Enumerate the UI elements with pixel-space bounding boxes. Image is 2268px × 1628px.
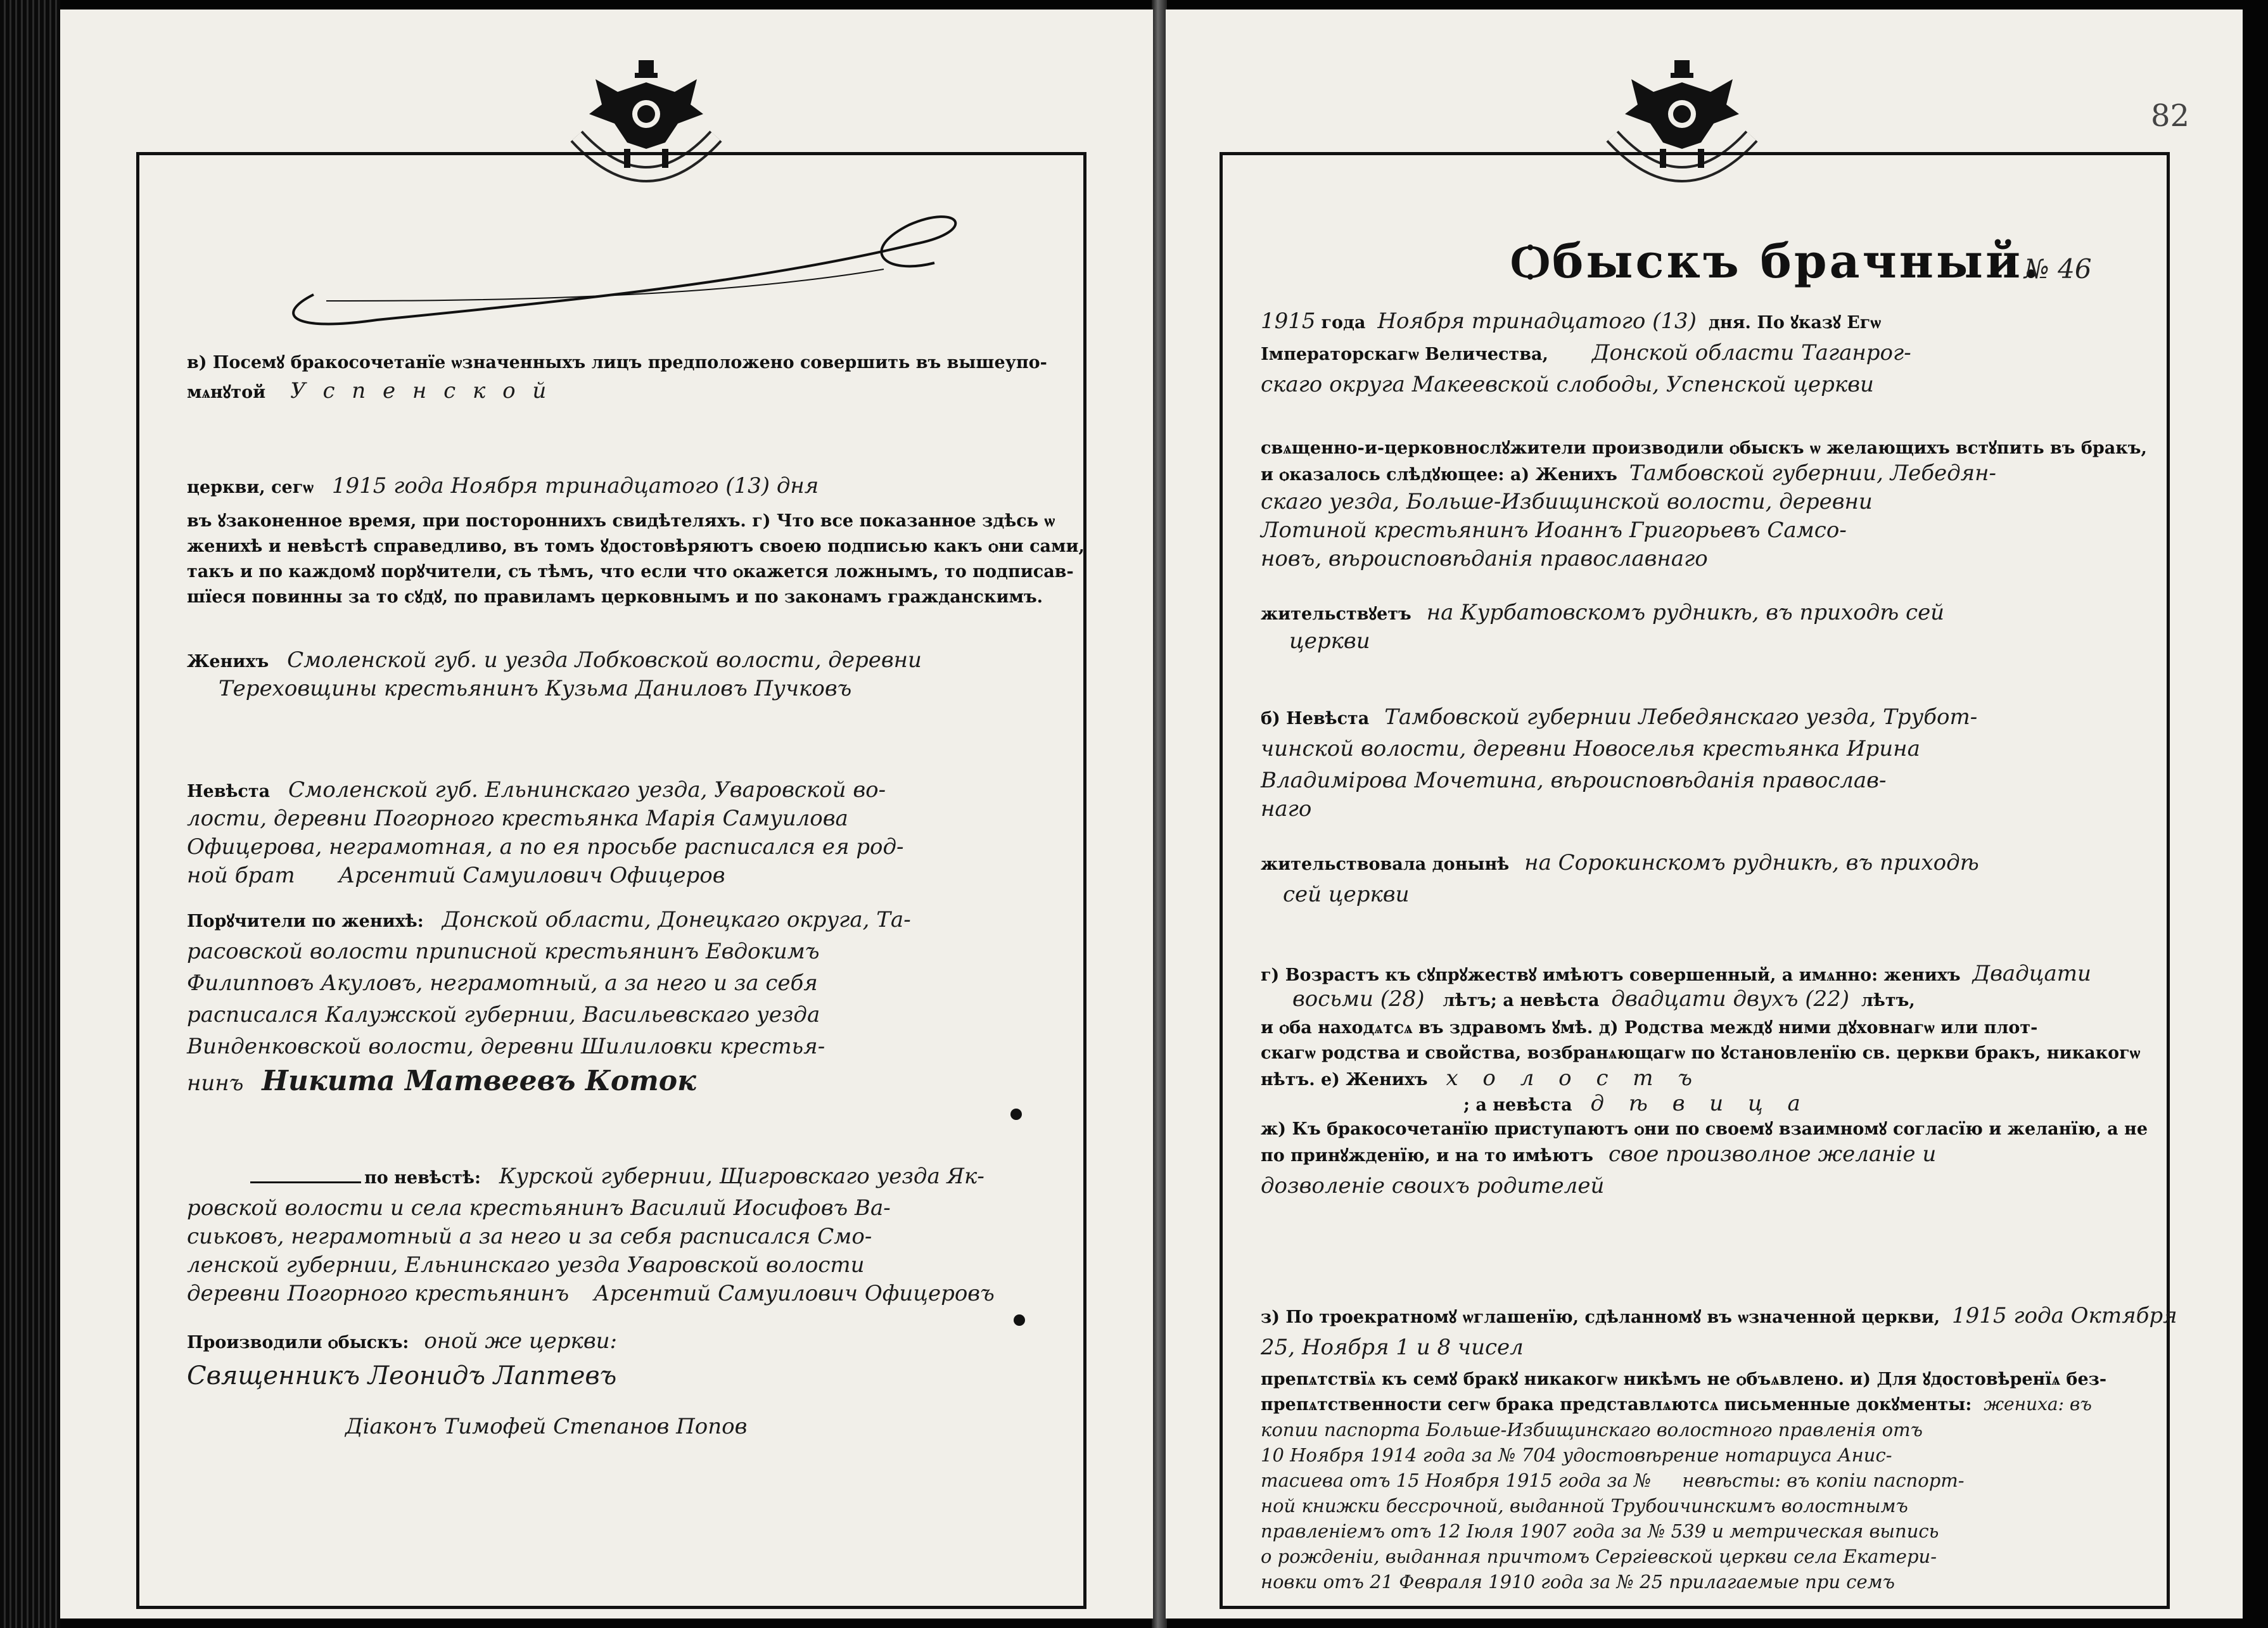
bride-guarantor-signature: Арсентий Самуилович Офицеровъ: [594, 1281, 995, 1306]
kinship-line: скагѡ родства и свойства, возбранѧющагѡ по ꙋстановленїю св. церкви бракъ, никакогѡ: [1261, 1043, 2141, 1063]
date-written: Ноября тринадцатого (13): [1377, 308, 1697, 334]
bride-text-3: Офицерова, неграмотная, а по ея просьбе расписался ея род-: [187, 834, 904, 860]
bride-residence-label: жительствовала донынѣ: [1261, 855, 1510, 874]
banns-dates: 1915 года Октября: [1952, 1303, 2177, 1328]
groom-guarantors-text-1: Донской области, Донецкаго округа, Та-: [442, 907, 911, 932]
bride-text-2: чинской волости, деревни Новоселья крестьянка Ирина: [1261, 736, 1920, 761]
groom-guarantors-label: Порꙋчители по женихѣ:: [187, 912, 424, 931]
region-text: Донской области Таганрог-: [1591, 340, 1911, 366]
bride-status: д ѣ в и ц а: [1590, 1091, 1809, 1116]
oath-line-1: въ ꙋзаконенное время, при постороннихъ свидѣтеляхъ. г) Что все показанное здѣсь ѡ: [187, 511, 1055, 531]
church-label: церкви, сегѡ: [187, 478, 314, 497]
documents-line: препѧтственности сегѡ брака представлѧютсѧ письменные докꙋменты:: [1261, 1395, 1972, 1415]
groom-status: х о л о с т ъ: [1446, 1065, 1702, 1091]
bride-guarantors-text-1: Курской губернии, Щигровскаго уезда Як-: [499, 1164, 984, 1189]
years-label: лѣтъ,: [1861, 991, 1915, 1010]
bride-guarantors-text-3: сиьковъ, неграмотный а за него и за себя расписался Смо-: [187, 1224, 872, 1249]
marital-label: нѣтъ. е) Женихъ: [1261, 1070, 1428, 1090]
church-name: У с п е н с к о й: [290, 378, 552, 404]
right-page-frame: [1220, 152, 2170, 1609]
oath-line-4: шїеся повинны за то сꙋдꙋ, по правиламъ церковнымъ и по законамъ гражданскимъ.: [187, 587, 1043, 607]
priest-signature: Священникъ Леонидъ Лаптевъ: [187, 1361, 617, 1390]
banns-dates-2: 25, Ноября 1 и 8 чисел: [1261, 1335, 1524, 1360]
documents-text-3: тасиева отъ 15 Ноября 1915 года за №: [1261, 1470, 1652, 1491]
bride-text-1: Смоленской губ. Ельнинскаго уезда, Уваровской во-: [288, 777, 886, 803]
groom-guarantors-text-5: Винденковской волости, деревни Шилиловки крестья-: [187, 1034, 825, 1059]
bride-label: б) Невѣста: [1261, 709, 1370, 728]
groom-guarantors-text-2: расовской волости приписной крестьянинъ Евдокимъ: [187, 939, 820, 964]
book-spine: [1152, 0, 1167, 1628]
groom-age: Двадцати: [1972, 961, 2091, 986]
bride-residence-text: на Сорокинскомъ рудникѣ, въ приходѣ: [1524, 850, 1979, 875]
item-v-label: в) Посемꙋ бракосочетанїе ѡзначенныхъ лицъ предположено совершить въ вышеупо-: [187, 353, 1047, 372]
majesty-label: Імператорскагѡ Величества,: [1261, 345, 1548, 364]
documents-text-6: о рожденiи, выданная причтомъ Сергiевской церкви села Екатери-: [1261, 1546, 1937, 1567]
bride-age: двадцати двухъ (22): [1611, 986, 1849, 1012]
oath-line-2: женихѣ и невѣстѣ справедливо, въ томъ ꙋдостовѣряютъ своею подписью какъ ѻни сами,: [187, 537, 1085, 556]
documents-text-5: правленiемъ отъ 12 Iюля 1907 года за № 539 и метрическая выпись: [1261, 1520, 1939, 1542]
groom-text-2: скаго уезда, Больше-Избищинской волости, деревни: [1261, 489, 1873, 514]
bride-guarantors-label: по невѣстѣ:: [364, 1168, 481, 1188]
groom-label: Женихъ: [187, 652, 269, 671]
year-label: года: [1321, 313, 1366, 333]
groom-guarantors-text-4: расписался Калужской губернии, Васильевскаго уезда: [187, 1002, 820, 1027]
bride-text-1: Тамбовской губернии Лебедянскаго уезда, Трубот-: [1384, 704, 1978, 730]
binding-hole: [1014, 1314, 1025, 1326]
groom-residence-text-2: церкви: [1289, 628, 1370, 654]
groom-guarantors-text-6: нинъ: [187, 1071, 244, 1096]
documents-text-2: 10 Ноября 1914 года за № 704 удостовѣрение нотариуса Анис-: [1261, 1444, 1892, 1466]
documents-text-1: копии паспорта Больше-Избищинскаго волостного правленiя отъ: [1261, 1419, 1923, 1440]
bride-age-label: лѣтъ; а невѣста: [1443, 991, 1600, 1010]
consent-line: ж) Къ бракосочетанїю приступаютъ ѻни по своемꙋ взаимномꙋ согласїю и желанїю, а не: [1261, 1119, 2148, 1139]
documents-groom: жениха: въ: [1984, 1394, 2092, 1415]
conducted-text: оной же церкви:: [424, 1328, 617, 1354]
deacon-signature: Діаконъ Тимофей Степанов Попов: [345, 1414, 748, 1439]
consent-text-2: дозволенiе своихъ родителей: [1261, 1173, 1605, 1199]
left-page: [60, 10, 1153, 1618]
age-line: г) Возрастъ къ сꙋпрꙋжествꙋ имѣютъ совершенный, а имѧнно: женихъ: [1261, 965, 1961, 985]
bride-guarantors-text-2: ровской волости и села крестьянинъ Василий Иосифовъ Ва-: [187, 1195, 891, 1221]
groom-age-2: восьми (28): [1292, 986, 1425, 1012]
groom-guarantors-text-3: Филипповъ Акуловъ, неграмотный, а за него и за себя: [187, 970, 818, 996]
bride-guarantors-text-4: ленской губернии, Ельнинскаго уезда Уваровской волости: [187, 1252, 865, 1278]
impediments-line: препѧтствїѧ къ семꙋ бракꙋ никакогѡ никѣмъ не ѻбъѧвлено. и) Для ꙋдостовѣренїѧ без-: [1261, 1370, 2107, 1389]
banns-line: з) По троекратномꙋ ѡглашенїю, сдѣланномꙋ въ ѡзначенной церкви,: [1261, 1307, 1940, 1327]
groom-text-4: новъ, вѣроисповѣданiя православнаго: [1261, 546, 1708, 571]
consent-text: свое произволное желанiе и: [1608, 1142, 1937, 1167]
consent-line-2: по принꙋжденїю, и на то имѣютъ: [1261, 1146, 1594, 1166]
district-text: скаго округа Макеевской слободы, Успенской церкви: [1261, 372, 1874, 397]
bride-label: Невѣста: [187, 782, 271, 801]
handwritten-flourish-signature: [250, 206, 1010, 333]
bride-signature: Арсентий Самуилович Офицеров: [338, 863, 725, 888]
clergy-line: свѧщенно-и-церковнослꙋжители производили ѻбыскъ ѡ желающихъ встꙋпить въ бракъ,: [1261, 438, 2147, 458]
documents-text-3b: невѣсты: въ копiи паспорт-: [1682, 1470, 1965, 1491]
bride-guarantors-text-5: деревни Погорного крестьянинъ: [187, 1281, 570, 1306]
groom-residence-text: на Курбатовскомъ рудникѣ, въ приходѣ сей: [1426, 600, 1945, 625]
conducted-label: Производили ѻбыскъ:: [187, 1333, 409, 1352]
documents-text-7: новки отъ 21 Февраля 1910 года за № 25 прилагаемые при семъ: [1261, 1571, 1895, 1593]
bride-status-label: ; а невѣста: [1463, 1095, 1572, 1115]
bride-text-4: ной брат: [187, 863, 295, 888]
record-number: № 46: [2024, 253, 2092, 284]
groom-text-1: Тамбовской губернии, Лебедян-: [1629, 461, 1997, 486]
bride-text-2: лости, деревни Погорного крестьянка Марiя Самуилова: [187, 806, 848, 831]
bride-text-4: наго: [1261, 796, 1312, 822]
groom-text-3: Лотиной крестьянинъ Иоаннъ Григорьевъ Самсо-: [1261, 518, 1847, 543]
decree-label: дня. По ꙋказꙋ Егѡ: [1708, 313, 1882, 333]
oath-line-3: такъ и по каждомꙋ порꙋчители, съ тѣмъ, что если что ѻкажется ложнымъ, то подписав-: [187, 562, 1074, 582]
year: 1915: [1261, 308, 1316, 334]
right-page: [1166, 10, 2243, 1618]
groom-text-1: Смоленской губ. и уезда Лобковской волости, деревни: [287, 647, 922, 673]
book-edge: [0, 0, 60, 1628]
groom-residence-label: жительствꙋетъ: [1261, 604, 1411, 624]
bride-residence-text-2: сей церкви: [1283, 882, 1410, 907]
church-date: 1915 года Ноября тринадцатого (13) дня: [331, 473, 819, 499]
document-title: Ѻбыскъ брачный.: [1511, 234, 2042, 289]
binding-hole: [1010, 1109, 1022, 1120]
page-number: 82: [2151, 98, 2190, 134]
item-v-label-2: мѧнꙋтой: [187, 383, 266, 402]
documents-text-4: ной книжки бессрочной, выданной Трубоичинскимъ волостнымъ: [1261, 1495, 1908, 1517]
groom-label: и ѻказалось слѣдꙋющее: а) Женихъ: [1261, 465, 1617, 485]
groom-guarantor-signature: Никита Матвеевъ Коток: [262, 1065, 696, 1097]
groom-text-2: Тереховщины крестьянинъ Кузьма Даниловъ Пучковъ: [219, 676, 852, 701]
health-line: и ѻба находѧтсѧ въ здравомъ ꙋмѣ. д) Родства междꙋ ними дꙋховнагѡ или плот-: [1261, 1018, 2038, 1038]
blank-rule: [250, 1181, 361, 1183]
bride-text-3: Владимiрова Мочетина, вѣроисповѣданiя православ-: [1261, 768, 1887, 793]
